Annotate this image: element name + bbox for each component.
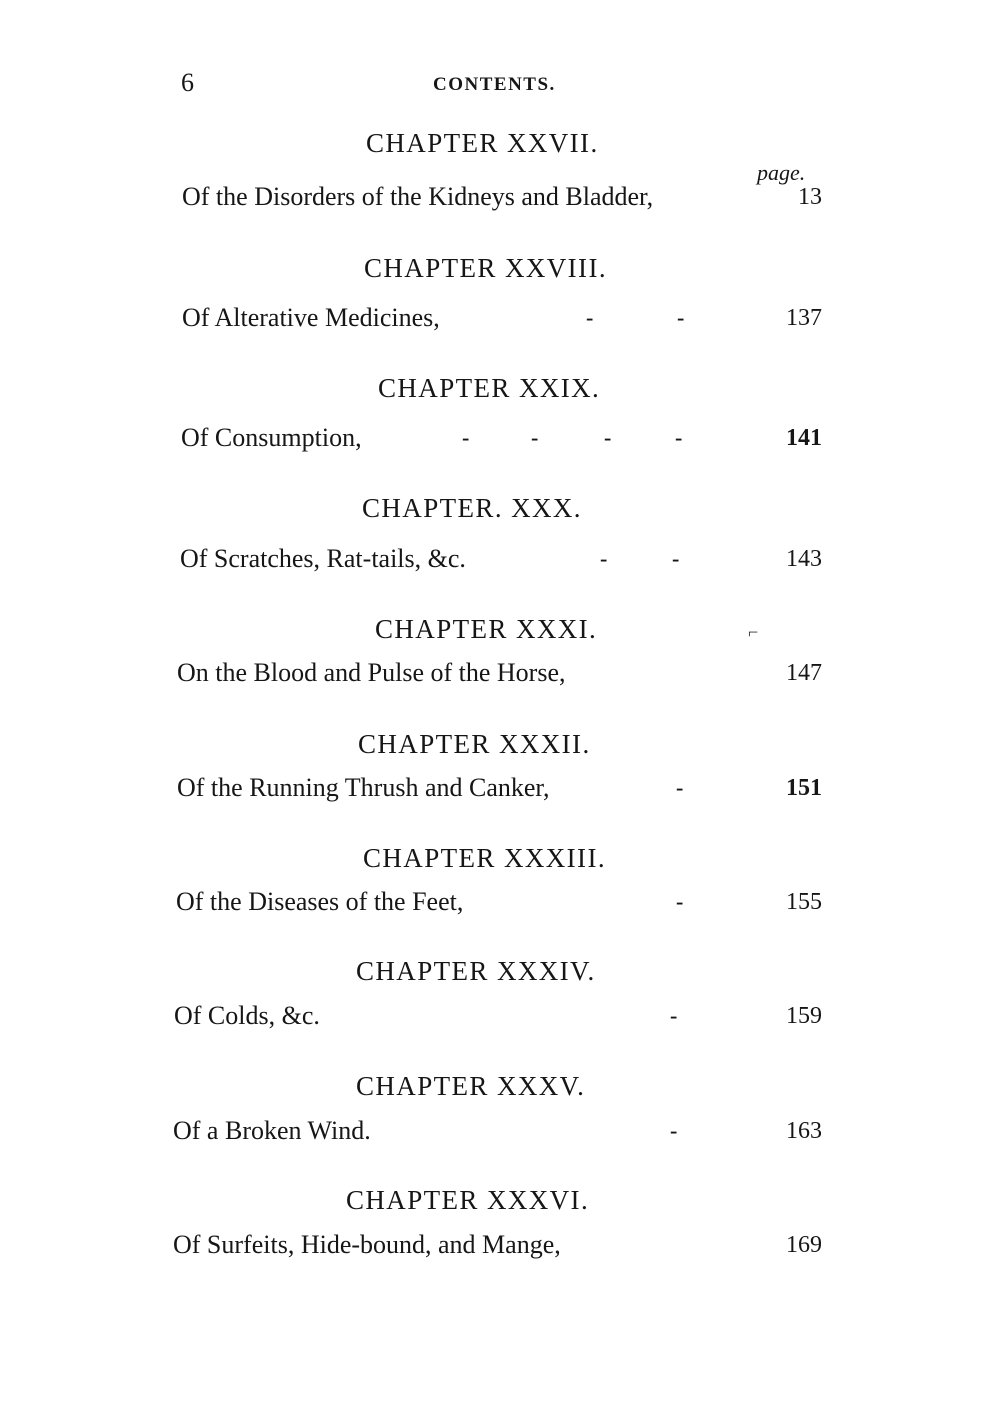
chapter-heading: CHAPTER XXVII. [366,128,599,158]
entry-title: Of a Broken Wind. [173,1116,371,1145]
entry-page-number: 163 [786,1118,822,1144]
leader-dash: - [670,1003,678,1028]
chapter-heading: CHAPTER XXXV. [356,1071,586,1101]
leader-dash: - [672,546,680,571]
chapter-heading: CHAPTER XXVIII. [364,253,607,283]
entry-title: Of Colds, &c. [174,1001,320,1030]
leader-dash: - [677,305,685,330]
running-head: CONTENTS. [433,74,556,95]
entry-title: Of Surfeits, Hide-bound, and Mange, [173,1230,561,1259]
entry-page-number: 147 [786,660,822,686]
entry-page-number: 151 [786,775,822,801]
leader-dash: - [462,425,470,450]
chapter-heading: CHAPTER XXIX. [378,373,601,403]
chapter-heading: CHAPTER XXXI. [375,614,598,644]
leader-dash: - [676,889,684,914]
leader-dash: - [586,305,594,330]
leader-dash: - [670,1118,678,1143]
entry-title: Of Scratches, Rat-tails, &c. [180,544,466,573]
chapter-heading: CHAPTER XXXVI. [346,1185,590,1215]
entry-page-number: 143 [786,546,822,572]
entry-title: Of Consumption, [181,423,362,452]
leader-dash: - [675,425,683,450]
entry-page-number: 13 [798,184,822,210]
entry-title: Of the Diseases of the Feet, [176,887,464,916]
leader-dash: - [676,775,684,800]
entry-title: Of the Disorders of the Kidneys and Bladder, [182,182,654,211]
entry-title: On the Blood and Pulse of the Horse, [177,658,566,687]
chapter-heading: CHAPTER XXXIV. [356,956,596,986]
entry-page-number: 137 [786,305,822,331]
entry-page-number: 169 [786,1232,822,1258]
entry-page-number: 141 [786,425,822,451]
entry-page-number: 155 [786,889,822,915]
entry-title: Of the Running Thrush and Canker, [177,773,550,802]
leader-dash: - [600,546,608,571]
chapter-heading: CHAPTER. XXX. [362,493,582,523]
entry-title: Of Alterative Medicines, [182,303,440,332]
printers-mark: ⌐ [748,622,759,642]
page-column-label: page. [757,160,806,185]
entry-page-number: 159 [786,1003,822,1029]
chapter-heading: CHAPTER XXXII. [358,729,591,759]
page-number: 6 [181,68,194,97]
chapter-heading: CHAPTER XXXIII. [363,843,606,873]
leader-dash: - [531,425,539,450]
leader-dash: - [604,425,612,450]
